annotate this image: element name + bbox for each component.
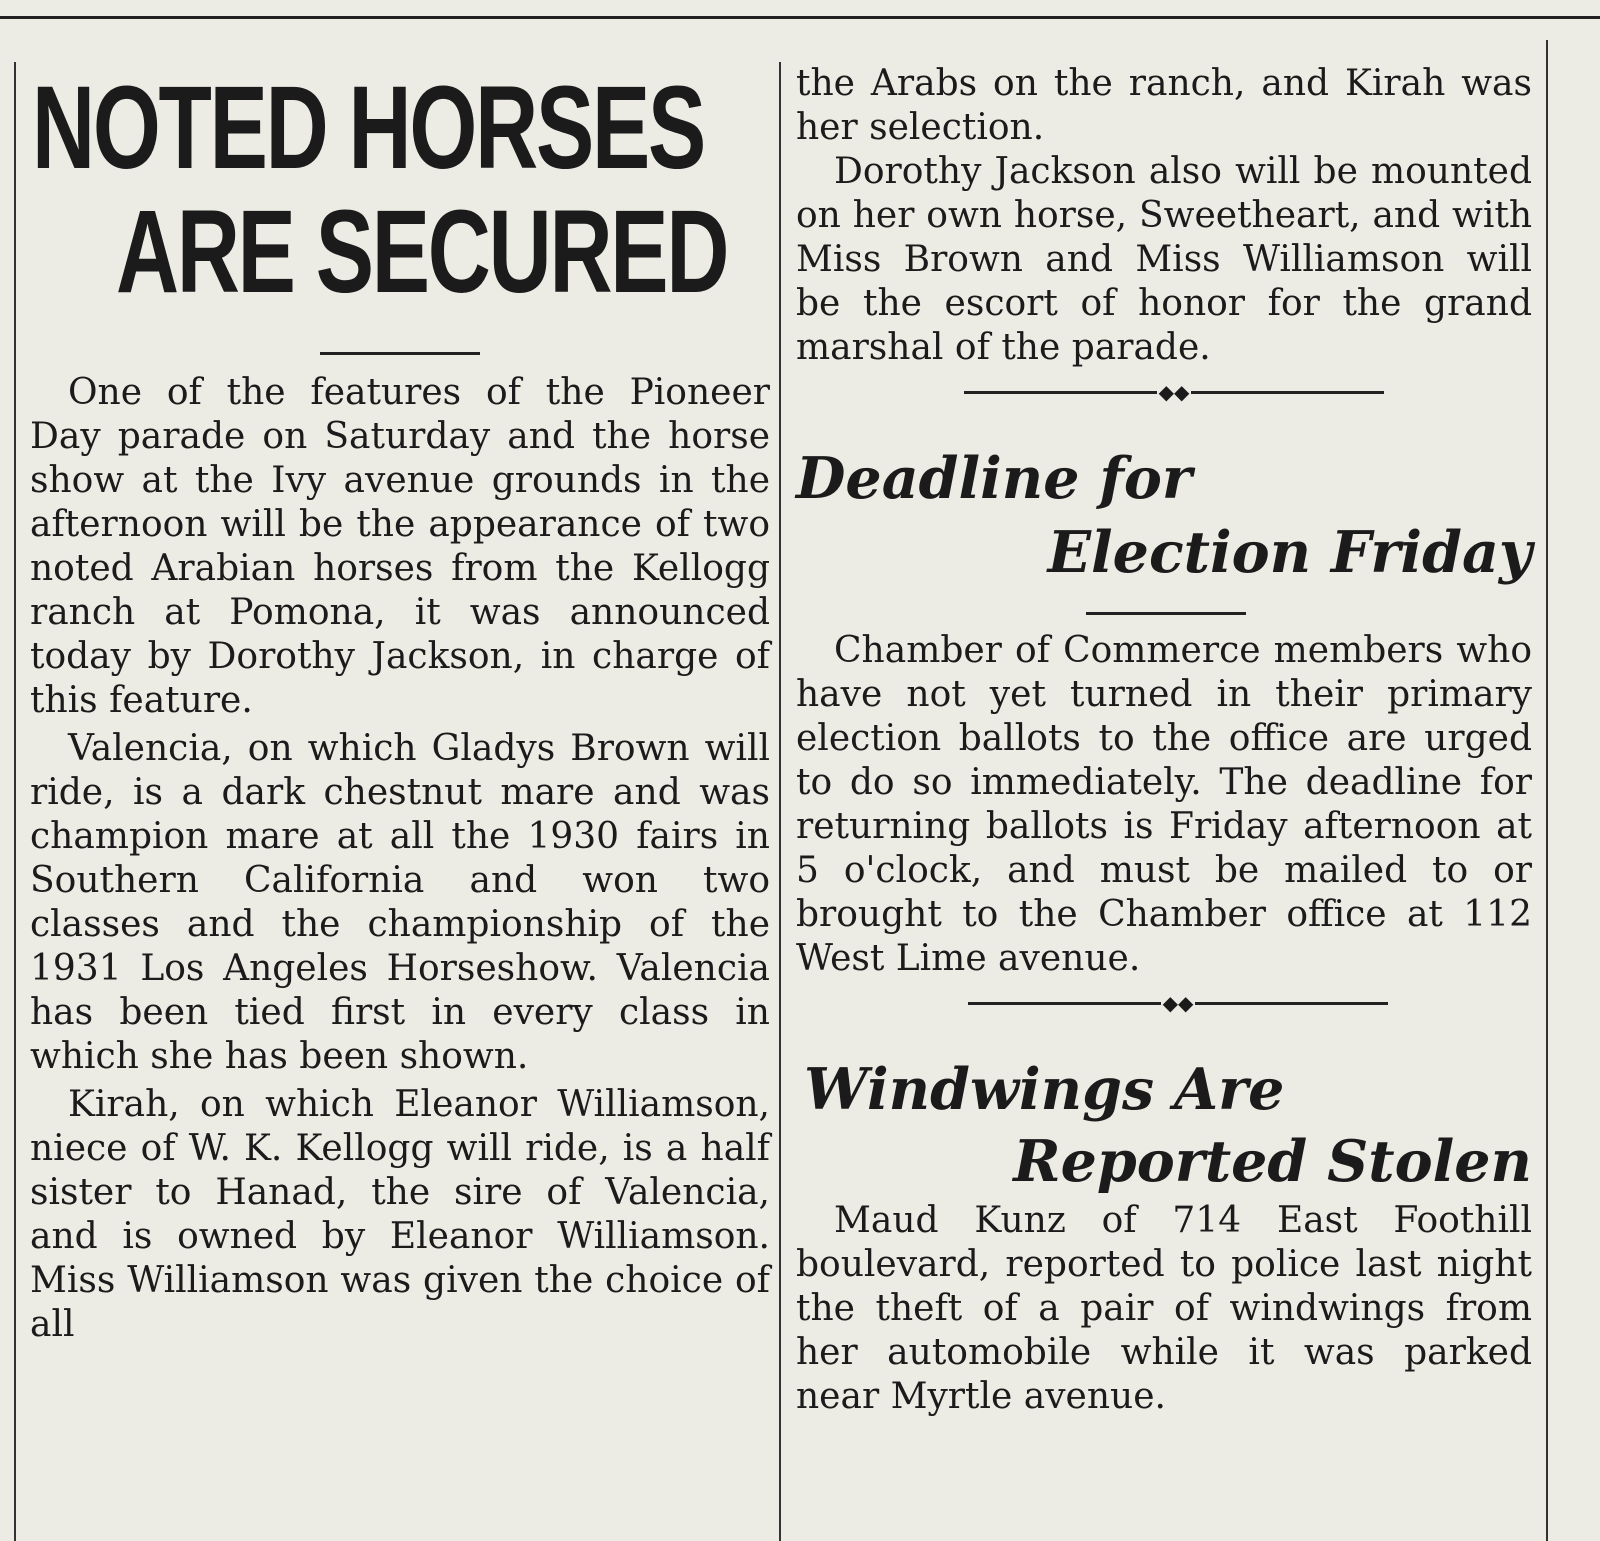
separator-ornament: ◆◆ <box>1158 380 1190 404</box>
column-divider <box>779 62 781 1541</box>
headline-block <box>796 442 1532 602</box>
headline-line-2: ARE SECURED <box>116 186 728 318</box>
headline-line-1: Windwings Are <box>804 1056 1285 1123</box>
article-noted-horses <box>30 62 770 1347</box>
paragraph-continued: the Arabs on the ranch, and Kirah was her selection. <box>796 63 1532 148</box>
article-separator <box>964 382 1384 402</box>
headline-block <box>30 62 770 326</box>
paragraph: Chamber of Commerce members who have not yet turned in their primary election ballots to the office are urged to do so immediately. The deadline for returning ballots is Friday afternoon at 5 o'clock, and must be mailed to or brought to the Chamber office at 112 West Lime avenue. <box>796 630 1532 979</box>
paragraph: Maud Kunz of 714 East Foothill boulevard, reported to police last night the theft of a pair of windwings from her automobile while it was parked near Myrtle avenue. <box>796 1200 1532 1417</box>
headline-line-2: Election Friday <box>1047 519 1532 586</box>
headline-line-1: Deadline for <box>796 445 1192 512</box>
paragraph: Valencia, on which Gladys Brown will ride, is a dark chestnut mare and was champion mare at all the 1930 fairs in Southern California and won two classes and the championship of the 1931 Los Angeles Horseshow. Valencia has been tied first in every class in which she has been shown. <box>30 728 770 1077</box>
headline-block <box>796 1053 1532 1199</box>
headline-line-1: NOTED HORSES <box>32 62 705 194</box>
paragraph: One of the features of the Pioneer Day parade on Saturday and the horse show at the Ivy avenue grounds in the afternoon will be the appearance of two noted Arabian horses from the Kellogg ranch at Pomona, it was announced today by Dorothy Jackson, in charge of this feature. <box>30 372 770 721</box>
headline-rule <box>1086 612 1246 615</box>
left-column-rule <box>14 62 16 1541</box>
separator-ornament: ◆◆ <box>1162 991 1194 1015</box>
top-rule <box>0 16 1600 19</box>
right-column-rule <box>1546 40 1548 1541</box>
headline-rule <box>320 352 480 355</box>
paragraph-continued: Dorothy Jackson also will be mounted on her own horse, Sweetheart, and with Miss Brown and Miss Williamson will be the escort of honor for the grand marshal of the parade. <box>796 151 1532 368</box>
headline-line-2: Reported Stolen <box>1013 1128 1532 1195</box>
article-deadline-election <box>796 442 1532 981</box>
article-windwings-stolen <box>796 1053 1532 1419</box>
right-column <box>796 62 1532 1419</box>
article-separator <box>968 993 1388 1013</box>
paragraph: Kirah, on which Eleanor Williamson, niece of W. K. Kellogg will ride, is a half sister to Hanad, the sire of Valencia, and is owned by Eleanor Williamson. Miss Williamson was given the choice of all <box>30 1084 770 1345</box>
